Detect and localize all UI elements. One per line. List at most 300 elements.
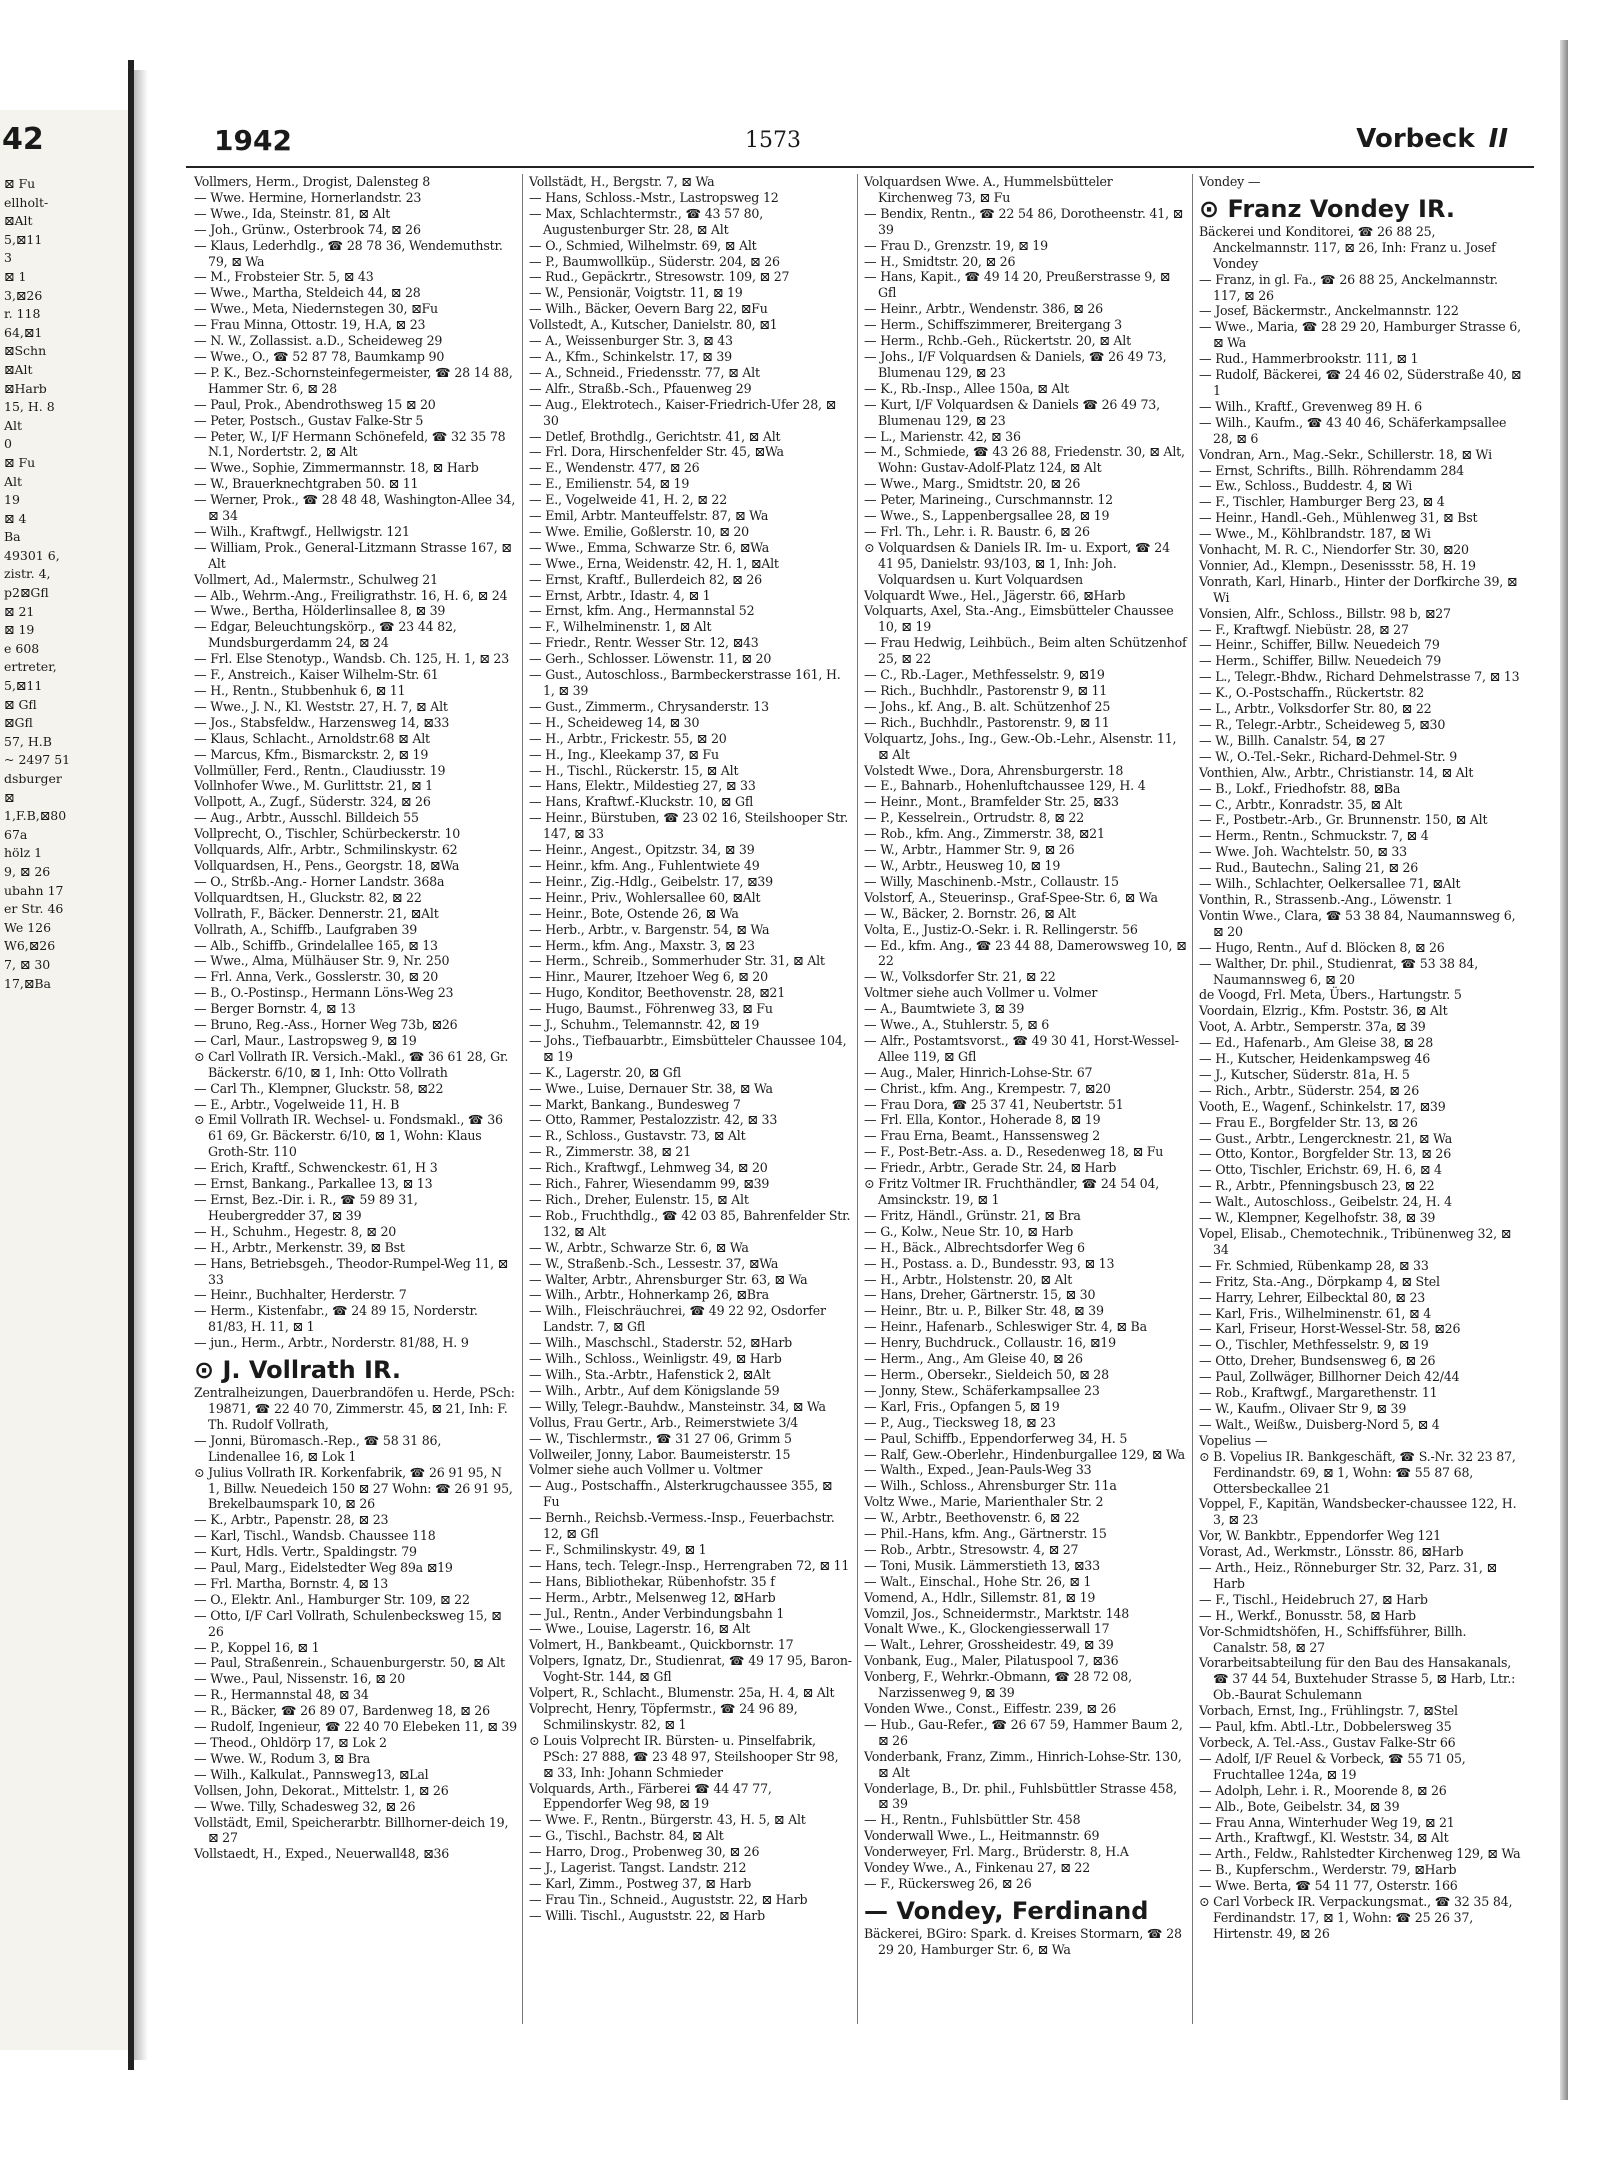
directory-entry: — Markt, Bankang., Bundesweg 7: [529, 1096, 741, 1112]
directory-entry: — Wilh., Schloss., Weinligstr. 49, ⊠ Harb: [529, 1351, 782, 1367]
directory-entry: — C., Rb.-Lager., Methfesselstr. 9, ⊠19: [864, 667, 1105, 683]
directory-entry: — O., Tischler, Methfesselstr. 9, ⊠ 19: [1199, 1337, 1429, 1353]
directory-entry: — Gust., Arbtr., Lengercknestr. 21, ⊠ Wa: [1199, 1130, 1453, 1146]
fragment-line: ellholt-: [4, 194, 49, 210]
directory-entry: — W., O.-Tel.-Sekr., Richard-Dehmel-Str. 9: [1199, 748, 1458, 764]
directory-entry: Vonden Wwe., Const., Eiffestr. 239, ⊠ 26: [864, 1701, 1117, 1716]
directory-entry: — P. K., Bez.-Schornsteinfegermeister, ☎ 28 14 88, Hammer Str. 6, ⊠ 28: [194, 364, 513, 396]
directory-entry: — Adolph, Lehr. i. R., Moorende 8, ⊠ 26: [1199, 1782, 1447, 1798]
directory-entry: — Adolf, I/F Reuel & Vorbeck, ☎ 55 71 05, Fruchtallee 124a, ⊠ 19: [1199, 1750, 1466, 1782]
directory-entry: Voot, A. Arbtr., Semperstr. 37a, ⊠ 39: [1199, 1019, 1426, 1035]
directory-entry: — Klaus, Lederhdlg., ☎ 28 78 36, Wendemuthstr. 79, ⊠ Wa: [194, 237, 503, 269]
directory-entry: — Heinr., Angest., Opitzstr. 34, ⊠ 39: [529, 842, 755, 858]
directory-entry: — Wwe., Paul, Nissenstr. 16, ⊠ 20: [194, 1671, 406, 1687]
directory-entry: — H., Arbtr., Merkenstr. 39, ⊠ Bst: [194, 1239, 405, 1255]
directory-entry: — W., Brauerknechtgraben 50. ⊠ 11: [194, 476, 419, 492]
directory-entry: — Rich., Buchhdlr., Pastorenstr. 9, ⊠ 11: [864, 714, 1110, 730]
fragment-line: Ba: [4, 529, 21, 545]
directory-entry: — Alfr., Straßb.-Sch., Pfauenweg 29: [529, 380, 752, 396]
directory-entry: — Harry, Lehrer, Eilbecktal 80, ⊠ 23: [1199, 1289, 1426, 1305]
directory-entry: ⊙ J. Vollrath IR.: [194, 1356, 401, 1385]
directory-entry: — Heinr., Priv., Wohlersallee 60, ⊠Alt: [529, 889, 761, 905]
directory-entry: — W., Volksdorfer Str. 21, ⊠ 22: [864, 969, 1056, 985]
fragment-line: 49301 6,: [4, 547, 60, 563]
directory-entry: Vollrath, F., Bäcker. Dennerstr. 21, ⊠Alt: [194, 905, 439, 921]
directory-column-2: [523, 174, 858, 2024]
directory-entry: — Frau D., Grenzstr. 19, ⊠ 19: [864, 237, 1048, 253]
directory-entry: — Johs., kf. Ang., B. alt. Schützenhof 25: [864, 698, 1111, 714]
directory-entry: — Klaus, Schlacht., Arnoldstr.68 ⊠ Alt: [194, 730, 430, 746]
directory-entry: — O., Elektr. Anl., Hamburger Str. 109, ⊠ 22: [194, 1591, 470, 1607]
directory-entry: — Frau Minna, Ottostr. 19, H.A, ⊠ 23: [194, 317, 426, 333]
fragment-line: 64,⊠1: [4, 324, 43, 340]
directory-entry: — W., Bäcker, 2. Bornstr. 26, ⊠ Alt: [864, 905, 1076, 921]
fragment-line: W6,⊠26: [4, 938, 56, 954]
directory-entry: — Wwe. W., Rodum 3, ⊠ Bra: [194, 1750, 371, 1766]
page-header: [190, 124, 1530, 166]
directory-entry: — Friedr., Rentr. Wesser Str. 12, ⊠43: [529, 635, 759, 651]
directory-entry: — Rudolf, Ingenieur, ☎ 22 40 70 Elebeken 11, ⊠ 39: [194, 1719, 517, 1735]
directory-entry: — Herm., Kistenfabr., ☎ 24 89 15, Norderstr. 81/83, H. 11, ⊠ 1: [194, 1303, 478, 1335]
directory-entry: — Wwe. Joh. Wachtelstr. 50, ⊠ 33: [1199, 844, 1407, 860]
directory-entry: — Wwe., Maria, ☎ 28 29 20, Hamburger Strasse 6, ⊠ Wa: [1199, 319, 1521, 351]
directory-entry: — H., Schuhm., Hegestr. 8, ⊠ 20: [194, 1223, 397, 1239]
fragment-line: 19: [4, 492, 20, 508]
directory-entry: Vollsen, John, Dekorat., Mittelstr. 1, ⊠ 26: [194, 1782, 449, 1798]
page-number: 1573: [745, 128, 801, 153]
directory-entry: Vorbeck, A. Tel.-Ass., Gustav Falke-Str 66: [1199, 1735, 1456, 1750]
directory-entry: — M., Schmiede, ☎ 43 26 88, Friedenstr. 30, ⊠ Alt, Wohn: Gustav-Adolf-Platz 124, ⊠ Alt: [864, 444, 1185, 476]
directory-entry: Vollmüller, Ferd., Rentn., Claudiusstr. 19: [194, 762, 446, 778]
directory-entry: — W., Straßenb.-Sch., Lessestr. 37, ⊠Wa: [529, 1255, 779, 1271]
directory-entry: Bäckerei, BGiro: Spark. d. Kreises Stormarn, ☎ 28 29 20, Hamburger Str. 6, ⊠ Wa: [864, 1925, 1182, 1957]
directory-entry: — K., Arbtr., Papenstr. 28, ⊠ 23: [194, 1512, 389, 1528]
fragment-line: ertreter,: [4, 659, 57, 675]
directory-entry: Volmer siehe auch Vollmer u. Voltmer: [529, 1462, 763, 1478]
directory-entry: — W., Arbtr., Hammer Str. 9, ⊠ 26: [864, 842, 1075, 858]
directory-entry: ⊙ Carl Vorbeck IR. Verpackungsmat., ☎ 32 35 84, Ferdinandstr. 17, ⊠ 1, Wohn: ☎ 25 26 37, Hirtenstr. 49, ⊠ 26: [1199, 1894, 1513, 1941]
directory-entry: — W., Billh. Canalstr. 54, ⊠ 27: [1199, 732, 1386, 748]
directory-entry: — Ew., Schloss., Buddestr. 4, ⊠ Wi: [1199, 478, 1413, 494]
directory-entry: — Frl. Th., Lehr. i. R. Baustr. 6, ⊠ 26: [864, 523, 1090, 539]
directory-entry: — Max, Schlachtermstr., ☎ 43 57 80, Augustenburger Str. 28, ⊠ Alt: [529, 205, 764, 237]
directory-entry: — Rob., Arbtr., Stresowstr. 4, ⊠ 27: [864, 1541, 1079, 1557]
fragment-line: p2⊠Gfl: [4, 585, 49, 601]
directory-entry: — Wwe., Martha, Steldeich 44, ⊠ 28: [194, 285, 421, 301]
directory-entry: — H., Scheideweg 14, ⊠ 30: [529, 714, 700, 730]
directory-entry: — Walt., Lehrer, Grossheidestr. 49, ⊠ 39: [864, 1637, 1114, 1653]
directory-entry: — Hans, Betriebsgeh., Theodor-Rumpel-Weg 11, ⊠ 33: [194, 1255, 509, 1287]
directory-entry: — P., Kesselrein., Ortrudstr. 8, ⊠ 22: [864, 810, 1085, 826]
directory-entry: Vollstädt, Emil, Speicherarbtr. Billhorner-deich 19, ⊠ 27: [194, 1814, 509, 1846]
directory-entry: — Walter, Arbtr., Ahrensburger Str. 63, ⊠ Wa: [529, 1271, 808, 1287]
directory-entry: — Hans, Schloss.-Mstr., Lastropsweg 12: [529, 189, 779, 205]
directory-entry: Vollweiler, Jonny, Labor. Baumeisterstr. 15: [529, 1446, 791, 1462]
directory-entry: — Frl. Else Stenotyp., Wandsb. Ch. 125, H. 1, ⊠ 23: [194, 651, 510, 667]
directory-entry: — Bernh., Reichsb.-Vermess.-Insp., Feuerbachstr. 12, ⊠ Gfl: [529, 1510, 835, 1542]
directory-entry: — Frau Anna, Winterhuder Weg 19, ⊠ 21: [1199, 1814, 1455, 1830]
directory-entry: — B., Lokf., Friedhofstr. 88, ⊠Ba: [1199, 780, 1401, 796]
fragment-line: ⊠ 21: [4, 603, 35, 619]
directory-entry: — A., Schneid., Friedensstr. 77, ⊠ Alt: [529, 364, 760, 380]
directory-entry: — Peter, Marineing., Curschmannstr. 12: [864, 492, 1113, 508]
directory-entry: — H., Arbtr., Frickestr. 55, ⊠ 20: [529, 730, 727, 746]
directory-entry: — F., Kraftwgf. Niebüstr. 28, ⊠ 27: [1199, 621, 1409, 637]
directory-entry: — K., O.-Postschaffn., Rückertstr. 82: [1199, 685, 1425, 701]
directory-entry: Bäckerei und Konditorei, ☎ 26 88 25, Anckelmannstr. 117, ⊠ 26, Inh: Franz u. Josef Vondey: [1199, 223, 1496, 271]
directory-entry: Vorbach, Ernst, Ing., Frühlingstr. 7, ⊠Stel: [1199, 1703, 1458, 1719]
directory-entry: — H., Ing., Kleekamp 37, ⊠ Fu: [529, 746, 719, 762]
directory-entry: — Carl Th., Klempner, Gluckstr. 58, ⊠22: [194, 1080, 444, 1096]
directory-entry: — Hans, Dreher, Gärtnerstr. 15, ⊠ 30: [864, 1287, 1096, 1303]
directory-entry: Vonhacht, M. R. C., Niendorfer Str. 30, ⊠20: [1199, 542, 1469, 558]
directory-entry: — Johs., Tiefbauarbtr., Eimsbütteler Chaussee 104, ⊠ 19: [529, 1032, 847, 1064]
directory-entry: — Wilh., Kraftwgf., Hellwigstr. 121: [194, 523, 410, 539]
directory-entry: — Paul, Marg., Eidelstedter Weg 89a ⊠19: [194, 1560, 453, 1576]
directory-entry: — William, Prok., General-Litzmann Strasse 167, ⊠ Alt: [194, 539, 512, 571]
directory-entry: — Hans, Elektr., Mildestieg 27, ⊠ 33: [529, 778, 756, 794]
directory-entry: — Karl, Fris., Wilhelminenstr. 61, ⊠ 4: [1199, 1305, 1432, 1321]
directory-entry: — Arth., Kraftwgf., Kl. Weststr. 34, ⊠ Alt: [1199, 1830, 1449, 1846]
directory-entry: — Bendix, Rentn., ☎ 22 54 86, Dorotheenstr. 41, ⊠ 39: [864, 205, 1184, 237]
directory-entry: — H., Werkf., Bonusstr. 58, ⊠ Harb: [1199, 1607, 1416, 1623]
directory-entry: Vondey Wwe., A., Finkenau 27, ⊠ 22: [864, 1860, 1091, 1876]
fragment-line: 57, H.B: [4, 733, 52, 749]
directory-column-1: [188, 174, 523, 2024]
directory-entry: — R., Bäcker, ☎ 26 89 07, Bardenweg 18, ⊠ 26: [194, 1703, 490, 1719]
directory-entry: — F., Tischl., Heidebruch 27, ⊠ Harb: [1199, 1591, 1428, 1607]
directory-entry: — Erich, Kraftf., Schwenckestr. 61, H 3: [194, 1160, 438, 1176]
directory-entry: — Herm., kfm. Ang., Maxstr. 3, ⊠ 23: [529, 937, 755, 953]
directory-entry: — Rich., Arbtr., Süderstr. 254, ⊠ 26: [1199, 1082, 1420, 1098]
fragment-line: 3,⊠26: [4, 287, 43, 303]
directory-entry: — Wwe., Meta, Niedernstegen 30, ⊠Fu: [194, 301, 438, 317]
directory-entry: Zentralheizungen, Dauerbrandöfen u. Herde, PSch: 19871, ☎ 22 40 70, Zimmerstr. 45, ⊠ 21, Inh: F. Th. Rudolf Vollrath,: [194, 1385, 515, 1432]
directory-entry: — R., Schloss., Gustavstr. 73, ⊠ Alt: [529, 1128, 746, 1144]
directory-entry: — Berger Bornstr. 4, ⊠ 13: [194, 1001, 356, 1017]
directory-entry: — H., Arbtr., Holstenstr. 20, ⊠ Alt: [864, 1271, 1073, 1287]
directory-entry: — Ed., Hafenarb., Am Gleise 38, ⊠ 28: [1199, 1035, 1434, 1051]
directory-entry: — Herm., Schiffszimmerer, Breitergang 3: [864, 317, 1122, 333]
directory-entry: — Hub., Gau-Refer., ☎ 26 67 59, Hammer Baum 2, ⊠ 26: [864, 1716, 1183, 1748]
directory-entry: — Heinr., Btr. u. P., Bilker Str. 48, ⊠ 39: [864, 1303, 1104, 1319]
directory-entry: — F., Postbetr.-Arb., Gr. Brunnenstr. 150, ⊠ Alt: [1199, 812, 1488, 828]
directory-entry: Volstorf, A., Steuerinsp., Graf-Spee-Str. 6, ⊠ Wa: [864, 889, 1158, 905]
directory-entry: Vooth, E., Wagenf., Schinkelstr. 17, ⊠39: [1199, 1098, 1446, 1114]
fragment-line: ⊠ 1: [4, 268, 27, 284]
range-roman: II: [1488, 124, 1508, 154]
directory-entry: — Heinr., Handl.-Geh., Mühlenweg 31, ⊠ Bst: [1199, 510, 1478, 526]
directory-entry: — Hans, Kraftwf.-Kluckstr. 10, ⊠ Gfl: [529, 794, 754, 810]
directory-entry: — R., Hermannstal 48, ⊠ 34: [194, 1687, 369, 1703]
directory-entry: — Wilh., Arbtr., Hohnerkamp 26, ⊠Bra: [529, 1287, 769, 1303]
directory-column-4: [1193, 174, 1528, 2024]
directory-entry: — Peter, Postsch., Gustav Falke-Str 5: [194, 412, 424, 428]
directory-entry: — Wwe., O., ☎ 52 87 78, Baumkamp 90: [194, 348, 445, 364]
directory-entry: Vonthin, R., Strassenb.-Ang., Löwenstr. 1: [1199, 891, 1454, 907]
fragment-line: r. 118: [4, 306, 41, 322]
directory-entry: — P., Baumwollküp., Süderstr. 204, ⊠ 26: [529, 253, 780, 269]
previous-page-edge: [0, 110, 128, 2050]
page-gutter-shadow: [134, 70, 148, 2060]
directory-entry: — Rob., Fruchthdlg., ☎ 42 03 85, Bahrenfelder Str. 132, ⊠ Alt: [529, 1207, 851, 1239]
directory-entry: — L., Marienstr. 42, ⊠ 36: [864, 428, 1021, 444]
directory-entry: — Gerh., Schlosser. Löwenstr. 11, ⊠ 20: [529, 651, 772, 667]
directory-entry: — Wwe. Emilie, Goßlerstr. 10, ⊠ 20: [529, 523, 749, 539]
directory-entry: — Alb., Bote, Geibelstr. 34, ⊠ 39: [1199, 1798, 1400, 1814]
directory-entry: — Hans, Kapit., ☎ 49 14 20, Preußerstrasse 9, ⊠ Gfl: [864, 269, 1171, 301]
directory-entry: — Wwe., A., Stuhlerstr. 5, ⊠ 6: [864, 1017, 1050, 1033]
directory-entry: — Herm., Ang., Am Gleise 40, ⊠ 26: [864, 1351, 1083, 1367]
directory-entry: — W., Arbtr., Beethovenstr. 6, ⊠ 22: [864, 1510, 1080, 1526]
directory-entry: — Edgar, Beleuchtungskörp., ☎ 23 44 82, Mundsburgerdamm 24, ⊠ 24: [194, 619, 457, 651]
directory-entry: — Aug., Arbtr., Ausschl. Billdeich 55: [194, 810, 419, 826]
directory-entry: — Wwe., Ida, Steinstr. 81, ⊠ Alt: [194, 205, 391, 221]
directory-entry: — Paul, Prok., Abendrothsweg 15 ⊠ 20: [194, 396, 436, 412]
fragment-line: ⊠Schn: [4, 343, 47, 359]
fragment-line: zistr. 4,: [4, 566, 51, 582]
directory-entry: ⊙ B. Vopelius IR. Bankgeschäft, ☎ S.-Nr. 32 23 87, Ferdinandstr. 69, ⊠ 1, Wohn: ☎ 55 87 68, Ottersbeckallee 21: [1199, 1448, 1516, 1496]
directory-entry: — Otto, I/F Carl Vollrath, Schulenbecksweg 15, ⊠ 26: [194, 1607, 502, 1639]
directory-entry: — Emil, Arbtr. Manteuffelstr. 87, ⊠ Wa: [529, 508, 769, 524]
fragment-line: 5,⊠11: [4, 678, 43, 694]
directory-entry: — A., Baumtwiete 3, ⊠ 39: [864, 1001, 1025, 1017]
directory-entry: — Kurt, Hdls. Vertr., Spaldingstr. 79: [194, 1544, 417, 1560]
directory-entry: — Rich., Kraftwgf., Lehmweg 34, ⊠ 20: [529, 1160, 768, 1176]
directory-entry: — Hans, tech. Telegr.-Insp., Herrengraben 72, ⊠ 11: [529, 1557, 850, 1573]
directory-entry: — F., Post-Betr.-Ass. a. D., Resedenweg 18, ⊠ Fu: [864, 1144, 1164, 1160]
directory-entry: — P., Aug., Tiecksweg 18, ⊠ 23: [864, 1414, 1056, 1430]
directory-entry: Vollmert, Ad., Malermstr., Schulweg 21: [194, 571, 438, 587]
directory-entry: Vor, W. Bankbtr., Eppendorfer Weg 121: [1199, 1528, 1441, 1544]
directory-entry: — Aug., Elektrotech., Kaiser-Friedrich-Ufer 28, ⊠ 30: [529, 396, 836, 428]
directory-entry: — Frl. Anna, Verk., Gosslerstr. 30, ⊠ 20: [194, 969, 439, 985]
fragment-line: ⊠ 4: [4, 510, 27, 526]
directory-entry: Vollmers, Herm., Drogist, Dalensteg 8: [194, 174, 431, 189]
directory-entry: — R., Zimmerstr. 38, ⊠ 21: [529, 1144, 692, 1160]
directory-entry: — F., Anstreich., Kaiser Wilhelm-Str. 61: [194, 667, 439, 683]
directory-entry: — W., Pensionär, Voigtstr. 11, ⊠ 19: [529, 285, 743, 301]
directory-entry: — Herm., Obersekr., Sieldeich 50, ⊠ 28: [864, 1366, 1109, 1382]
directory-entry: — Johs., I/F Volquardsen & Daniels, ☎ 26 49 73, Blumenau 129, ⊠ 23: [864, 348, 1167, 380]
directory-entry: — Wwe., S., Lappenbergsallee 28, ⊠ 19: [864, 508, 1110, 524]
name-range-label: [1356, 124, 1508, 154]
directory-entry: — Karl, Tischl., Wandsb. Chaussee 118: [194, 1528, 436, 1544]
directory-entry: — Wilh., Schlachter, Oelkersallee 71, ⊠Alt: [1199, 876, 1461, 892]
directory-entry: — H., Bäck., Albrechtsdorfer Weg 6: [864, 1239, 1085, 1255]
directory-entry: — A., Weissenburger Str. 3, ⊠ 43: [529, 333, 733, 349]
directory-entry: — H., Rentn., Fuhlsbüttler Str. 458: [864, 1812, 1081, 1828]
directory-entry: — K., Lagerstr. 20, ⊠ Gfl: [529, 1064, 681, 1080]
directory-entry: — M., Frobsteier Str. 5, ⊠ 43: [194, 269, 374, 285]
directory-entry: Voltmer siehe auch Vollmer u. Volmer: [864, 985, 1098, 1001]
directory-entry: — Frau Erna, Beamt., Hanssensweg 2: [864, 1128, 1101, 1144]
directory-entry: Vopel, Elisab., Chemotechnik., Tribünenweg 32, ⊠ 34: [1199, 1226, 1512, 1257]
directory-entry: Volmert, H., Bankbeamt., Quickbornstr. 17: [529, 1637, 794, 1653]
directory-entry: — F., Rückersweg 26, ⊠ 26: [864, 1875, 1032, 1891]
fragment-line: e 608: [4, 640, 40, 656]
directory-entry: — Gust., Autoschloss., Barmbeckerstrasse 161, H. 1, ⊠ 39: [529, 667, 841, 698]
directory-entry: Volquarts, Axel, Sta.-Ang., Eimsbütteler Chaussee 10, ⊠ 19: [864, 603, 1174, 635]
directory-entry: — Frau Dora, ☎ 25 37 41, Neubertstr. 51: [864, 1096, 1124, 1112]
fragment-line: ⊠ 19: [4, 622, 35, 638]
previous-page-fragments: [0, 175, 128, 993]
fragment-line: Alt: [4, 417, 23, 433]
directory-entry: — Wwe., J. N., Kl. Weststr. 27, H. 7, ⊠ Alt: [194, 698, 448, 714]
directory-entry: — F., Tischler, Hamburger Berg 23, ⊠ 4: [1199, 494, 1445, 510]
directory-entry: — O., Schmied, Wilhelmstr. 69, ⊠ Alt: [529, 237, 757, 253]
directory-entry: — Ernst, Kraftf., Bullerdeich 82, ⊠ 26: [529, 571, 762, 587]
fragment-line: 0: [4, 436, 12, 452]
directory-columns: [188, 174, 1534, 2024]
directory-entry: — Frau Hedwig, Leihbüch., Beim alten Schützenhof 25, ⊠ 22: [864, 635, 1187, 667]
directory-entry: — Herm., Rentn., Schmuckstr. 7, ⊠ 4: [1199, 828, 1429, 844]
directory-entry: — Hinr., Maurer, Itzehoer Weg 6, ⊠ 20: [529, 969, 768, 985]
directory-entry: Voordain, Elzrig., Kfm. Poststr. 36, ⊠ Alt: [1199, 1003, 1448, 1019]
directory-entry: — Hugo, Baumst., Föhrenweg 33, ⊠ Fu: [529, 1001, 773, 1017]
directory-entry: — Wwe., Erna, Weidenstr. 42, H. 1, ⊠Alt: [529, 555, 779, 571]
directory-entry: — Theod., Ohldörp 17, ⊠ Lok 2: [194, 1735, 387, 1750]
directory-entry: — Peter, W., I/F Hermann Schönefeld, ☎ 32 35 78 N.1, Nordertstr. 2, ⊠ Alt: [194, 428, 506, 460]
directory-entry: — Walt., Weißw., Duisberg-Nord 5, ⊠ 4: [1199, 1416, 1440, 1432]
directory-entry: — Wilh., Schloss., Ahrensburger Str. 11a: [864, 1478, 1117, 1494]
directory-entry: Vonderbank, Franz, Zimm., Hinrich-Lohse-Str. 130, ⊠ Alt: [864, 1748, 1182, 1780]
directory-entry: — L., Telegr.-Bhdw., Richard Dehmelstrasse 7, ⊠ 13: [1199, 669, 1520, 685]
directory-entry: — Arth., Feldw., Rahlstedter Kirchenweg 129, ⊠ Wa: [1199, 1846, 1521, 1862]
directory-entry: — Walth., Exped., Jean-Pauls-Weg 33: [864, 1462, 1092, 1478]
directory-entry: — Aug., Maler, Hinrich-Lohse-Str. 67: [864, 1064, 1093, 1080]
directory-entry: Volstedt Wwe., Dora, Ahrensburgerstr. 18: [864, 762, 1124, 778]
directory-entry: — Christ., kfm. Ang., Krempestr. 7, ⊠20: [864, 1080, 1111, 1096]
directory-entry: — E., Vogelweide 41, H. 2, ⊠ 22: [529, 492, 728, 508]
fragment-line: ⊠Alt: [4, 361, 33, 377]
directory-entry: — W., Kaufm., Olivaer Str 9, ⊠ 39: [1199, 1400, 1407, 1416]
directory-entry: ⊙ Franz Vondey IR.: [1199, 194, 1456, 223]
directory-entry: — Alb., Wehrm.-Ang., Freiligrathstr. 16, H. 6, ⊠ 24: [194, 587, 508, 603]
directory-entry: — Gust., Zimmerm., Chrysanderstr. 13: [529, 698, 769, 714]
directory-entry: — Walt., Einschal., Hohe Str. 26, ⊠ 1: [864, 1573, 1092, 1589]
directory-entry: — Otto, Tischler, Erichstr. 69, H. 6, ⊠ 4: [1199, 1162, 1442, 1178]
directory-entry: — Karl, Friseur, Horst-Wessel-Str. 58, ⊠26: [1199, 1321, 1461, 1337]
directory-entry: — Alfr., Postamtsvorst., ☎ 49 30 41, Horst-Wessel-Allee 119, ⊠ Gfl: [864, 1032, 1179, 1064]
directory-entry: Vonbank, Eug., Maler, Pilatuspool 7, ⊠36: [864, 1653, 1119, 1669]
directory-entry: Volquards, Arth., Färberei ☎ 44 47 77, Eppendorfer Weg 98, ⊠ 19: [529, 1780, 772, 1812]
directory-entry: ⊙ Louis Volprecht IR. Bürsten- u. Pinselfabrik, PSch: 27 888, ☎ 23 48 97, Steilshooper Str 98, ⊠ 33, Inh: Johann Schmieder: [529, 1732, 839, 1780]
directory-entry: — Franz, in gl. Fa., ☎ 26 88 25, Anckelmannstr. 117, ⊠ 26: [1199, 271, 1498, 303]
directory-entry: — Fritz, Sta.-Ang., Dörpkamp 4, ⊠ Stel: [1199, 1273, 1440, 1289]
directory-entry: — B., O.-Postinsp., Hermann Löns-Weg 23: [194, 985, 454, 1001]
fragment-line: ⊠ Gfl: [4, 696, 37, 712]
directory-entry: — Herm., Arbtr., Melsenweg 12, ⊠Harb: [529, 1589, 776, 1605]
directory-entry: — Rich., Buchhdlr., Pastorenstr 9, ⊠ 11: [864, 683, 1108, 698]
directory-entry: — H., Kutscher, Heidenkampsweg 46: [1199, 1051, 1431, 1067]
directory-entry: — Heinr., Zig.-Hdlg., Geibelstr. 17, ⊠39: [529, 873, 773, 889]
directory-entry: — F., Wilhelminenstr. 1, ⊠ Alt: [529, 619, 712, 635]
directory-entry: — Wwe., Emma, Schwarze Str. 6, ⊠Wa: [529, 539, 770, 555]
directory-entry: — Bruno, Reg.-Ass., Horner Weg 73b, ⊠26: [194, 1017, 458, 1033]
directory-entry: — Harro, Drog., Probenweg 30, ⊠ 26: [529, 1844, 760, 1860]
directory-entry: — C., Arbtr., Konradstr. 35, ⊠ Alt: [1199, 796, 1403, 812]
directory-entry: — Rudolf, Bäckerei, ☎ 24 46 02, Süderstraße 40, ⊠ 1: [1199, 367, 1522, 398]
directory-entry: — Werner, Prok., ☎ 28 48 48, Washington-Allee 34, ⊠ 34: [194, 492, 516, 524]
directory-entry: Vondran, Arn., Mag.-Sekr., Schillerstr. 18, ⊠ Wi: [1199, 446, 1492, 462]
directory-entry: — Otto, Kontor., Borgfelder Str. 13, ⊠ 26: [1199, 1146, 1452, 1162]
directory-entry: ⊙ Julius Vollrath IR. Korkenfabrik, ☎ 26 91 95, N 1, Billw. Neuedeich 150 ⊠ 27 Wohn: ☎ 26 91 95, Brekelbaumspark 10, ⊠ 26: [194, 1464, 513, 1512]
fragment-line: ubahn 17: [4, 882, 64, 898]
directory-entry: — Herb., Arbtr., v. Bargenstr. 54, ⊠ Wa: [529, 921, 770, 937]
directory-entry: — J., Schuhm., Telemannstr. 42, ⊠ 19: [529, 1017, 760, 1033]
directory-entry: ⊙ Fritz Voltmer IR. Fruchthändler, ☎ 24 54 04, Amsinckstr. 19, ⊠ 1: [864, 1176, 1160, 1207]
directory-entry: — Rud., Hammerbrookstr. 111, ⊠ 1: [1199, 351, 1419, 367]
directory-entry: Vonthien, Alw., Arbtr., Christianstr. 14, ⊠ Alt: [1199, 764, 1474, 780]
directory-column-3: [858, 174, 1193, 2024]
directory-entry: Vomzil, Jos., Schneidermstr., Marktstr. 148: [864, 1605, 1130, 1621]
directory-entry: — R., Arbtr., Pfenningsbusch 23, ⊠ 22: [1199, 1178, 1435, 1194]
directory-entry: — W., Klempner, Kegelhofstr. 38, ⊠ 39: [1199, 1210, 1436, 1226]
directory-entry: — Rob., kfm. Ang., Zimmerstr. 38, ⊠21: [864, 826, 1105, 842]
fragment-line: 5,⊠11: [4, 231, 43, 247]
directory-entry: Vollrath, A., Schiffb., Laufgraben 39: [194, 921, 418, 937]
directory-entry: Vonrath, Karl, Hinarb., Hinter der Dorfkirche 39, ⊠ Wi: [1199, 573, 1518, 605]
fragment-line: ⊠Gfl: [4, 715, 33, 731]
directory-entry: Vonberg, F., Wehrkr.-Obmann, ☎ 28 72 08, Narzissenweg 9, ⊠ 39: [864, 1669, 1132, 1701]
directory-entry: — Heinr., Buchhalter, Herderstr. 7: [194, 1287, 407, 1303]
directory-entry: — H., Smidtstr. 20, ⊠ 26: [864, 253, 1016, 269]
directory-year: 1942: [214, 124, 292, 157]
directory-entry: — F., Schmilinskystr. 49, ⊠ 1: [529, 1541, 707, 1557]
directory-entry: — Paul, kfm. Abtl.-Ltr., Dobbelersweg 35: [1199, 1719, 1452, 1735]
directory-entry: Volquardsen Wwe. A., Hummelsbütteler Kirchenweg 73, ⊠ Fu: [864, 174, 1113, 205]
directory-entry: — Wwe., Bertha, Hölderlinsallee 8, ⊠ 39: [194, 603, 446, 619]
page-right-edge: [1560, 40, 1568, 2100]
directory-entry: — Wilh., Kraftf., Grevenweg 89 H. 6: [1199, 398, 1422, 414]
directory-entry: — Carl, Maur., Lastropsweg 9, ⊠ 19: [194, 1032, 417, 1048]
directory-entry: Vonalt Wwe., K., Glockengiesserwall 17: [864, 1621, 1110, 1637]
directory-entry: — Wwe., Sophie, Zimmermannstr. 18, ⊠ Harb: [194, 460, 479, 476]
directory-entry: — Wwe. Tilly, Schadesweg 32, ⊠ 26: [194, 1798, 416, 1814]
directory-entry: — Ed., kfm. Ang., ☎ 23 44 88, Damerowsweg 10, ⊠ 22: [864, 937, 1187, 969]
directory-entry: — G., Kolw., Neue Str. 10, ⊠ Harb: [864, 1223, 1074, 1239]
directory-entry: — Ralf, Gew.-Oberlehr., Hindenburgallee 129, ⊠ Wa: [864, 1446, 1185, 1462]
directory-entry: — H., Rentn., Stubbenhuk 6, ⊠ 11: [194, 683, 406, 698]
fragment-line: dsburger: [4, 771, 62, 786]
directory-entry: — Wwe., Luise, Dernauer Str. 38, ⊠ Wa: [529, 1080, 773, 1096]
directory-entry: — E., Arbtr., Vogelweide 11, H. B: [194, 1096, 400, 1112]
directory-entry: — G., Tischl., Bachstr. 84, ⊠ Alt: [529, 1828, 724, 1844]
directory-entry: de Voogd, Frl. Meta, Übers., Hartungstr. 5: [1199, 987, 1462, 1003]
directory-entry: Vonderwall Wwe., L., Heitmannstr. 69: [864, 1828, 1100, 1844]
directory-entry: — Heinr., Hafenarb., Schleswiger Str. 4, ⊠ Ba: [864, 1319, 1147, 1335]
fragment-line: er Str. 46: [4, 901, 64, 917]
directory-entry: — Hugo, Rentn., Auf d. Blöcken 8, ⊠ 26: [1199, 939, 1445, 955]
directory-entry: Vollquards, Alfr., Arbtr., Schmilinskystr. 62: [194, 842, 458, 858]
directory-entry: Vollprecht, O., Tischler, Schürbeckerstr. 10: [194, 826, 461, 842]
directory-entry: ⊙ Emil Vollrath IR. Wechsel- u. Fondsmakl., ☎ 36 61 69, Gr. Bäckerstr. 6/10, ⊠ 1, Wohn: Klaus Groth-Str. 110: [194, 1112, 503, 1160]
directory-entry: — E., Emilienstr. 54, ⊠ 19: [529, 476, 690, 492]
fragment-line: hölz 1: [4, 845, 43, 861]
directory-entry: — Hugo, Konditor, Beethovenstr. 28, ⊠21: [529, 985, 786, 1001]
directory-entry: — Jul., Rentn., Ander Verbindungsbahn 1: [529, 1605, 785, 1621]
header-rule: [186, 166, 1534, 168]
directory-entry: Voppel, F., Kapitän, Wandsbecker-chaussee 122, H. 3, ⊠ 23: [1199, 1496, 1517, 1528]
directory-entry: — E., Wendenstr. 477, ⊠ 26: [529, 460, 700, 476]
directory-entry: — Herm., Rchb.-Geh., Rückertstr. 20, ⊠ Alt: [864, 333, 1131, 349]
directory-entry: — Wilh., Fleischräuchrei, ☎ 49 22 92, Osdorfer Landstr. 7, ⊠ Gfl: [529, 1303, 826, 1335]
directory-entry: — Jonni, Büromasch.-Rep., ☎ 58 31 86, Lindenallee 16, ⊠ Lok 1: [194, 1432, 442, 1464]
directory-entry: — Frl. Dora, Hirschenfelder Str. 45, ⊠Wa: [529, 444, 784, 460]
directory-entry: — W., Arbtr., Heusweg 10, ⊠ 19: [864, 857, 1061, 873]
directory-entry: — Jonny, Stew., Schäferkampsallee 23: [864, 1382, 1100, 1398]
